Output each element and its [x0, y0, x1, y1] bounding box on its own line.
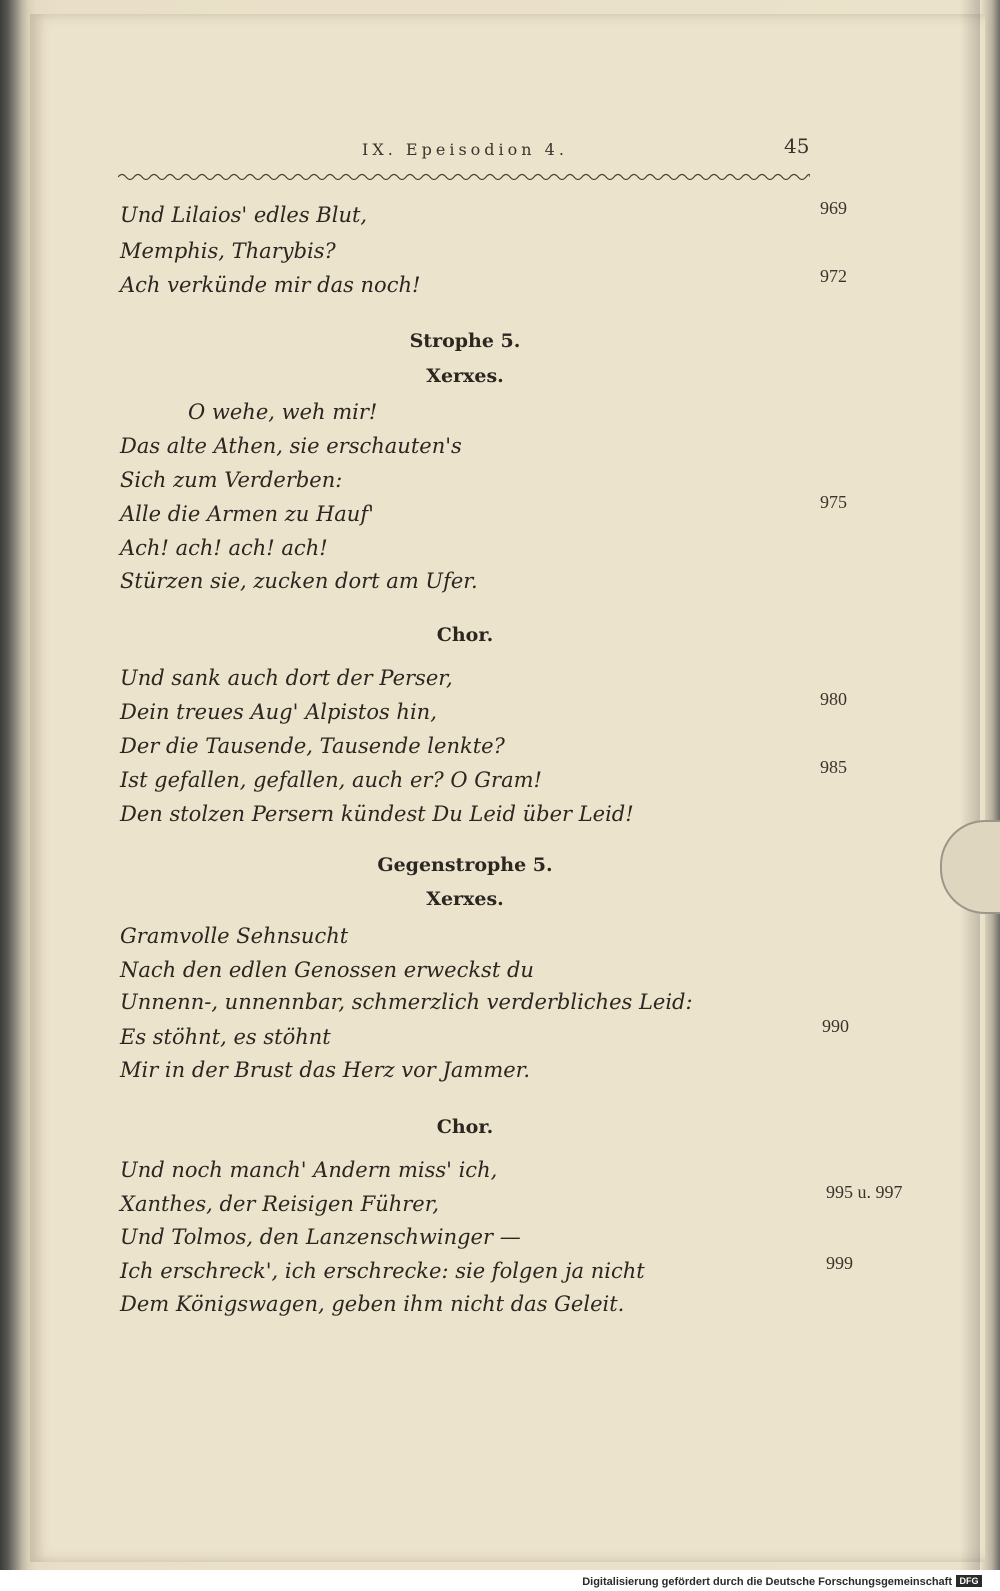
verse-line: Alle die Armen zu Hauf' [120, 502, 374, 526]
line-number: 972 [820, 266, 847, 286]
verse-line: Und Lilaios' edles Blut, [120, 203, 368, 227]
header-wavy-rule [118, 170, 810, 184]
verse-line: Den stolzen Persern kündest Du Leid über Leid! [120, 802, 634, 826]
section-heading: Strophe 5. [409, 330, 521, 352]
verse-line: Der die Tausende, Tausende lenkte? [120, 734, 505, 758]
line-number: 969 [820, 198, 847, 218]
speaker-heading: Xerxes. [426, 365, 504, 387]
speaker-heading: Chor. [436, 624, 494, 646]
verse-line: Xanthes, der Reisigen Führer, [120, 1192, 440, 1216]
section-heading: Gegenstrophe 5. [377, 854, 553, 876]
verse-line: Das alte Athen, sie erschauten's [120, 434, 462, 458]
verse-line: Sich zum Verderben: [120, 468, 343, 492]
verse-line: Mir in der Brust das Herz vor Jammer. [120, 1058, 531, 1082]
line-number: 995 u. 997 [826, 1182, 903, 1202]
dfg-logo: DFG [956, 1575, 982, 1587]
line-number: 975 [820, 492, 847, 512]
verse-line: Ach! ach! ach! ach! [120, 536, 328, 560]
verse-line: Stürzen sie, zucken dort am Ufer. [120, 569, 478, 593]
line-number: 999 [826, 1253, 853, 1273]
speaker-heading: Xerxes. [426, 888, 504, 910]
verse-line: Memphis, Tharybis? [120, 239, 336, 263]
verse-line: Dein treues Aug' Alpistos hin, [120, 700, 437, 724]
footer-credit: Digitalisierung gefördert durch die Deutsche Forschungsgemeinschaft [582, 1576, 952, 1588]
verse-line: Und sank auch dort der Perser, [120, 666, 453, 690]
verse-line: Dem Königswagen, geben ihm nicht das Geleit. [120, 1292, 625, 1316]
verse-line: Ist gefallen, gefallen, auch er? O Gram! [120, 768, 542, 792]
verse-line: Und Tolmos, den Lanzenschwinger — [120, 1225, 521, 1249]
verse-line: Und noch manch' Andern miss' ich, [120, 1158, 498, 1182]
verse-line: Ich erschreck', ich erschrecke: sie folgen ja nicht [120, 1259, 645, 1283]
verse-line: Ach verkünde mir das noch! [120, 273, 421, 297]
line-number: 980 [820, 689, 847, 709]
verse-line: Es stöhnt, es stöhnt [120, 1025, 331, 1049]
verse-line: Unnenn-, unnennbar, schmerzlich verderbliches Leid: [120, 990, 693, 1014]
verse-line: Gramvolle Sehnsucht [120, 924, 349, 948]
line-number: 990 [822, 1016, 849, 1036]
running-title: IX. Epeisodion 4. [362, 140, 568, 159]
line-number: 985 [820, 757, 847, 777]
speaker-heading: Chor. [436, 1116, 494, 1138]
verse-line: Nach den edlen Genossen erweckst du [120, 958, 534, 982]
page-number: 45 [784, 134, 810, 158]
verse-line: O wehe, weh mir! [188, 400, 378, 424]
